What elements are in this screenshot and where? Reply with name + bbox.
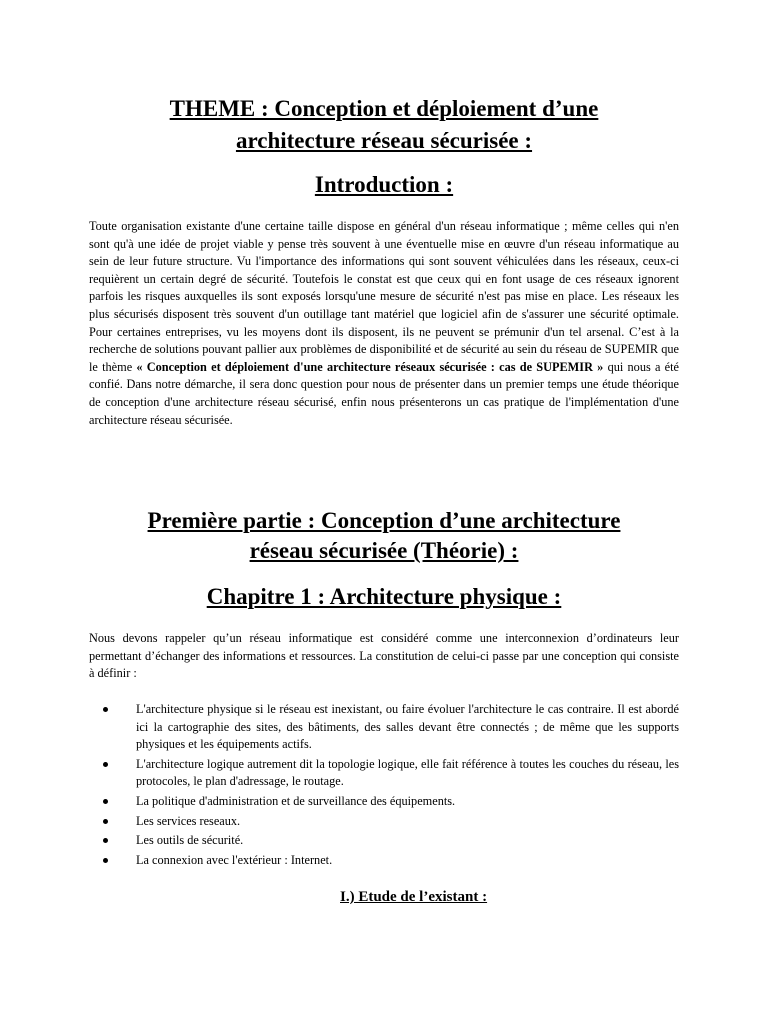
introduction-heading: Introduction :	[314, 172, 454, 197]
definition-bullet-list	[89, 701, 679, 871]
list-item: Les services reseaux.	[89, 813, 679, 831]
part1-title-line2: réseau sécurisée (Théorie) :	[249, 538, 519, 563]
list-item: La politique d'administration et de surveillance des équipements.	[89, 793, 679, 811]
list-item: Les outils de sécurité.	[89, 832, 679, 850]
intro-text-part2: qui nous a été confié. Dans notre démarche, il sera donc question pour nous de présenter dans un premier temps une étude théorique de conception d'une architecture réseau sécurisé, enfin nous présenterons un cas pratique de l'implémentation d'une architecture réseau sécurisée.	[89, 359, 679, 427]
bullet-icon	[103, 838, 108, 843]
part1-title-line1: Première partie : Conception d’une architecture	[147, 508, 621, 533]
chapter1-paragraph: Nous devons rappeler qu’un réseau informatique est considéré comme une interconnexion d’ordinateurs leur permettant d’échanger des informations et ressources. La constitution de celui-ci passe par une conception qui consiste à définir :	[89, 631, 679, 681]
bullet-icon	[103, 762, 108, 767]
intro-bold-theme: « Conception et déploiement d'une architecture réseaux sécurisée : cas de SUPEMIR »	[136, 359, 604, 374]
section-heading-existing: I.) Etude de l’existant :	[340, 889, 488, 905]
bullet-icon	[103, 799, 108, 804]
intro-text-part1: Toute organisation existante d'une certaine taille dispose en général d'un réseau informatique ; même celles qui n'en sont qu'à une idée de projet viable y pense très souvent à une éventuelle mise en œuvre d'un réseau informatique au sein de leur future structure. Vu l'importance des informations qui sont souvent véhiculées dans les réseaux, ceux-ci requièrent un certain degré de sécurité. Toutefois le constat est que ceux qui en font usage de ces réseaux ignorent parfois les risques auxquelles ils sont exposés lorsqu'une mesure de sécurité n'est pas mise en place. Les réseaux les plus sécurisés disposent très souvent d'un outillage tant matériel que logiciel afin de s'assurer une sécurité optimale. Pour certaines entreprises, vu les moyens dont ils disposent, ils ne peuvent se prémunir d'un tel arsenal. C’est à la recherche de solutions pouvant pallier aux problèmes de disponibilité et de sécurité au sein du réseau de SUPEMIR que le thème	[89, 219, 679, 374]
bullet-icon	[103, 707, 108, 712]
introduction-paragraph	[89, 218, 679, 429]
bullet-icon	[103, 858, 108, 863]
list-item: La connexion avec l'extérieur : Internet.	[89, 852, 679, 870]
bullet-icon	[103, 819, 108, 824]
list-item: L'architecture physique si le réseau est inexistant, ou faire évoluer l'architecture le cas contraire. Il est abordé ici la cartographie des sites, des bâtiments, des salles devant être connectés ; de même que les supports physiques et les équipements actifs.	[89, 701, 679, 754]
theme-title-line1: THEME : Conception et déploiement d’une	[169, 96, 599, 121]
chapter1-heading: Chapitre 1 : Architecture physique :	[206, 584, 562, 609]
list-item: L'architecture logique autrement dit la topologie logique, elle fait référence à toutes les couches du réseau, les protocoles, le plan d'adressage, le routage.	[89, 756, 679, 791]
theme-title-line2: architecture réseau sécurisée :	[235, 128, 533, 153]
